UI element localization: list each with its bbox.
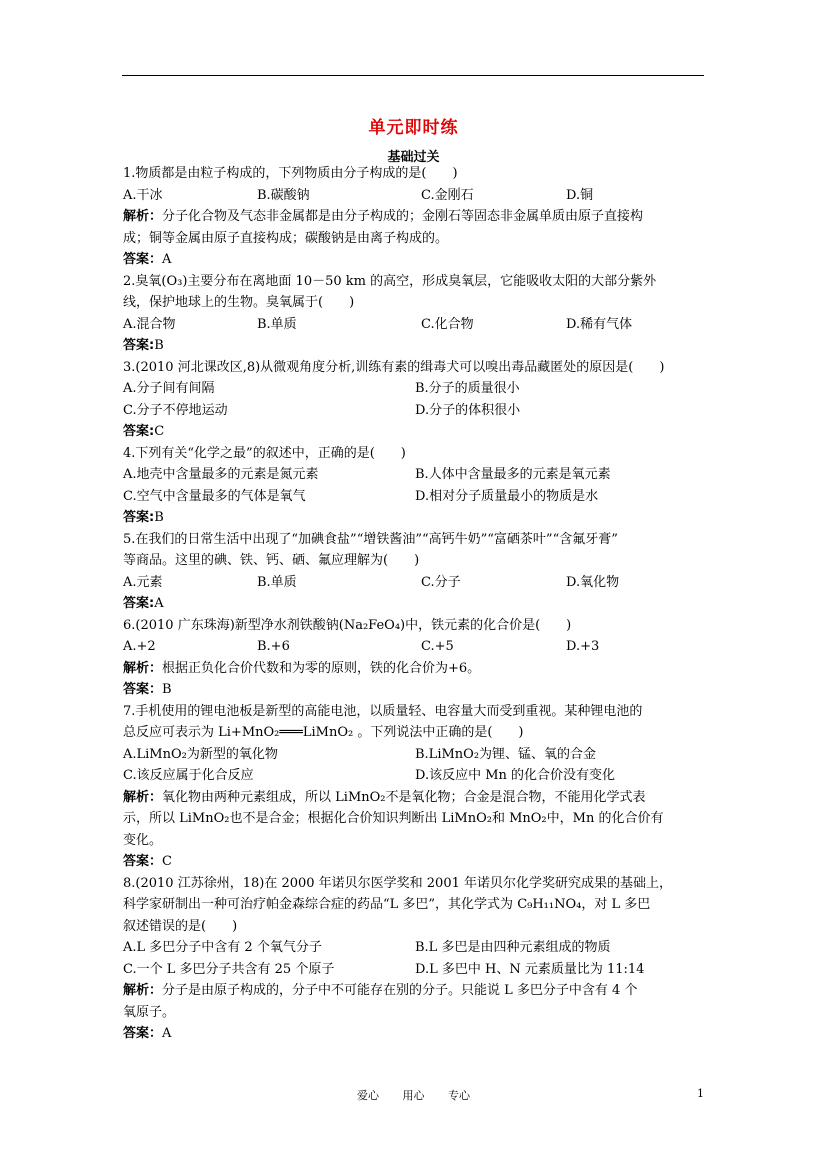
answer-line bbox=[123, 507, 713, 529]
option-B: B.LiMnO₂为锂、锰、氧的合金 bbox=[415, 746, 597, 762]
option-C: C.+5 bbox=[421, 639, 454, 654]
analysis-text: 根据正负化合价代数和为零的原则，铁的化合价为+6。 bbox=[162, 660, 481, 676]
answer-value: A bbox=[154, 596, 164, 611]
analysis-line bbox=[123, 228, 713, 250]
question-5 bbox=[123, 529, 713, 615]
analysis-label: 解析： bbox=[123, 660, 163, 676]
question-text: 6.(2010 广东珠海)新型净水剂铁酸钠(Na₂FeO₄)中，铁元素的化合价是( ) bbox=[123, 617, 572, 633]
question-text: 线，保护地球上的生物。臭氧属于( ) bbox=[123, 295, 355, 310]
question-7 bbox=[123, 701, 713, 873]
option-D: D.分子的体积很小 bbox=[415, 402, 521, 418]
question-text: 2.臭氧(O₃)主要分布在离地面 10－50 km 的高空，形成臭氧层，它能吸收太阳的大部分紫外 bbox=[123, 273, 657, 289]
answer-line bbox=[123, 1023, 713, 1045]
analysis-line bbox=[123, 1002, 713, 1024]
analysis-text: 分子化合物及气态非金属都是由分子构成的；金刚石等固态非金属单质由原子直接构 bbox=[162, 209, 644, 224]
option-D: D.铜 bbox=[566, 187, 594, 203]
option-C: C.一个 L 多巴分子共含有 25 个原子 bbox=[123, 961, 335, 977]
answer-value: B bbox=[154, 510, 164, 525]
options-row bbox=[123, 765, 713, 787]
question-text: 5.在我们的日常生活中出现了“加碘食盐”“增铁酱油”“高钙牛奶”“富硒茶叶”“含氟牙膏” bbox=[123, 531, 618, 547]
answer-value: C bbox=[162, 854, 172, 869]
answer-label: 答案： bbox=[123, 1026, 163, 1041]
answer-value: B bbox=[162, 682, 172, 697]
question-4 bbox=[123, 443, 713, 529]
analysis-text: 分子是由原子构成的，分子中不可能存在别的分子。只能说 L 多巴分子中含有 4 个 bbox=[162, 983, 638, 998]
option-A: A.L 多巴分子中含有 2 个氧气分子 bbox=[123, 940, 322, 955]
option-B: B.单质 bbox=[257, 574, 297, 590]
options-row bbox=[123, 636, 713, 658]
option-B: B.L 多巴是由四种元素组成的物质 bbox=[415, 940, 611, 955]
question-text: 3.(2010 河北课改区,8)从微观角度分析,训练有素的缉毒犬可以嗅出毒品藏匿处的原因是( ) bbox=[123, 359, 665, 375]
option-B: B.人体中含量最多的元素是氧元素 bbox=[415, 467, 611, 482]
question-list bbox=[123, 163, 713, 1045]
option-C: C.化合物 bbox=[421, 316, 474, 332]
options-row bbox=[123, 378, 713, 400]
question-text: 1.物质都是由粒子构成的，下列物质由分子构成的是( ) bbox=[123, 166, 458, 181]
footer-item: 专心 bbox=[448, 1089, 470, 1102]
answer-line bbox=[123, 249, 713, 271]
analysis-line bbox=[123, 808, 713, 830]
options-row bbox=[123, 464, 713, 486]
option-A: A.分子间有间隔 bbox=[123, 381, 215, 396]
question-text: 总反应可表示为 Li+MnO₂═══LiMnO₂ 。下列说法中正确的是( ) bbox=[123, 725, 524, 740]
option-A: A.LiMnO₂为新型的氧化物 bbox=[123, 746, 278, 762]
option-B: B.+6 bbox=[257, 639, 290, 654]
analysis-label: 解析： bbox=[123, 983, 163, 998]
options-row bbox=[123, 400, 713, 422]
analysis-line bbox=[123, 658, 713, 680]
option-C: C.分子 bbox=[421, 574, 461, 590]
question-text: 4.下列有关“化学之最”的叙述中，正确的是( ) bbox=[123, 445, 406, 461]
answer-value: A bbox=[162, 252, 172, 267]
answer-value: A bbox=[162, 1026, 172, 1041]
question-text: 8.(2010 江苏徐州，18)在 2000 年诺贝尔医学奖和 2001 年诺贝尔化学奖研究成果的基础上， bbox=[123, 875, 673, 891]
options-row bbox=[123, 937, 713, 959]
option-A: A.元素 bbox=[123, 574, 163, 590]
options-row bbox=[123, 314, 713, 336]
footer-item: 爱心 bbox=[357, 1089, 379, 1102]
options-row bbox=[123, 572, 713, 594]
analysis-text: 示，所以 LiMnO₂也不是合金；根据化合价知识判断出 LiMnO₂和 MnO₂中，Mn 的化合价有 bbox=[123, 811, 664, 826]
question-1 bbox=[123, 163, 713, 271]
question-text: 7.手机使用的锂电池板是新型的高能电池，以质量轻、电容量大而受到重视。某种锂电池的 bbox=[123, 703, 643, 719]
option-D: D.+3 bbox=[566, 639, 600, 654]
option-C: C.空气中含量最多的气体是氧气 bbox=[123, 488, 306, 504]
option-B: B.分子的质量很小 bbox=[415, 381, 520, 396]
answer-label: 答案: bbox=[123, 338, 155, 353]
options-row bbox=[123, 486, 713, 508]
question-text: 科学家研制出一种可治疗帕金森综合症的药品“L 多巴”，其化学式为 C₉H₁₁NO₄，对 L 多巴 bbox=[123, 897, 651, 912]
analysis-text: 变化。 bbox=[123, 832, 163, 848]
page-number: 1 bbox=[697, 1087, 704, 1100]
option-D: D.该反应中 Mn 的化合价没有变化 bbox=[415, 768, 616, 783]
answer-value: C bbox=[154, 424, 165, 439]
question-6 bbox=[123, 615, 713, 701]
answer-label: 答案: bbox=[123, 424, 155, 439]
option-C: C.分子不停地运动 bbox=[123, 402, 228, 418]
answer-value: B bbox=[154, 338, 164, 353]
question-8 bbox=[123, 873, 713, 1045]
answer-label: 答案: bbox=[123, 596, 155, 611]
option-B: B.单质 bbox=[257, 316, 297, 332]
option-A: A.地壳中含量最多的元素是氮元素 bbox=[123, 467, 319, 482]
header-rule bbox=[122, 75, 704, 76]
question-2 bbox=[123, 271, 713, 357]
page-title: 单元即时练 bbox=[368, 118, 459, 138]
question-3 bbox=[123, 357, 713, 443]
section-title: 基础过关 bbox=[387, 150, 440, 165]
analysis-text: 氧化物由两种元素组成，所以 LiMnO₂不是氧化物；合金是混合物，不能用化学式表 bbox=[162, 789, 646, 805]
analysis-label: 解析： bbox=[123, 789, 163, 805]
option-D: D.氧化物 bbox=[566, 574, 620, 590]
answer-line bbox=[123, 851, 713, 873]
answer-label: 答案： bbox=[123, 854, 163, 869]
answer-line bbox=[123, 593, 713, 615]
options-row bbox=[123, 744, 713, 766]
analysis-line bbox=[123, 830, 713, 852]
footer-item: 用心 bbox=[402, 1089, 425, 1102]
answer-label: 答案: bbox=[123, 510, 155, 525]
option-D: D.稀有气体 bbox=[566, 316, 633, 332]
answer-label: 答案： bbox=[123, 252, 163, 267]
option-A: A.混合物 bbox=[123, 316, 176, 332]
analysis-line bbox=[123, 206, 713, 228]
options-row bbox=[123, 185, 713, 207]
analysis-line bbox=[123, 980, 713, 1002]
question-text: 等商品。这里的碘、铁、钙、硒、氟应理解为( ) bbox=[123, 553, 420, 568]
answer-label: 答案： bbox=[123, 682, 163, 697]
option-A: A.+2 bbox=[123, 639, 156, 654]
option-D: D.L 多巴中 H、N 元素质量比为 11:14 bbox=[415, 961, 645, 977]
analysis-text: 成；铜等金属由原子直接构成；碳酸钠是由离子构成的。 bbox=[123, 230, 449, 246]
analysis-label: 解析： bbox=[123, 209, 163, 224]
option-D: D.相对分子质量最小的物质是水 bbox=[415, 488, 599, 504]
option-B: B.碳酸钠 bbox=[257, 187, 310, 203]
answer-line bbox=[123, 335, 713, 357]
analysis-line bbox=[123, 787, 713, 809]
option-C: C.金刚石 bbox=[421, 187, 474, 203]
option-C: C.该反应属于化合反应 bbox=[123, 768, 254, 783]
option-A: A.干冰 bbox=[123, 187, 163, 203]
analysis-text: 氧原子。 bbox=[123, 1004, 176, 1020]
question-text: 叙述错误的是( ) bbox=[123, 918, 238, 934]
options-row bbox=[123, 959, 713, 981]
answer-line bbox=[123, 421, 713, 443]
answer-line bbox=[123, 679, 713, 701]
